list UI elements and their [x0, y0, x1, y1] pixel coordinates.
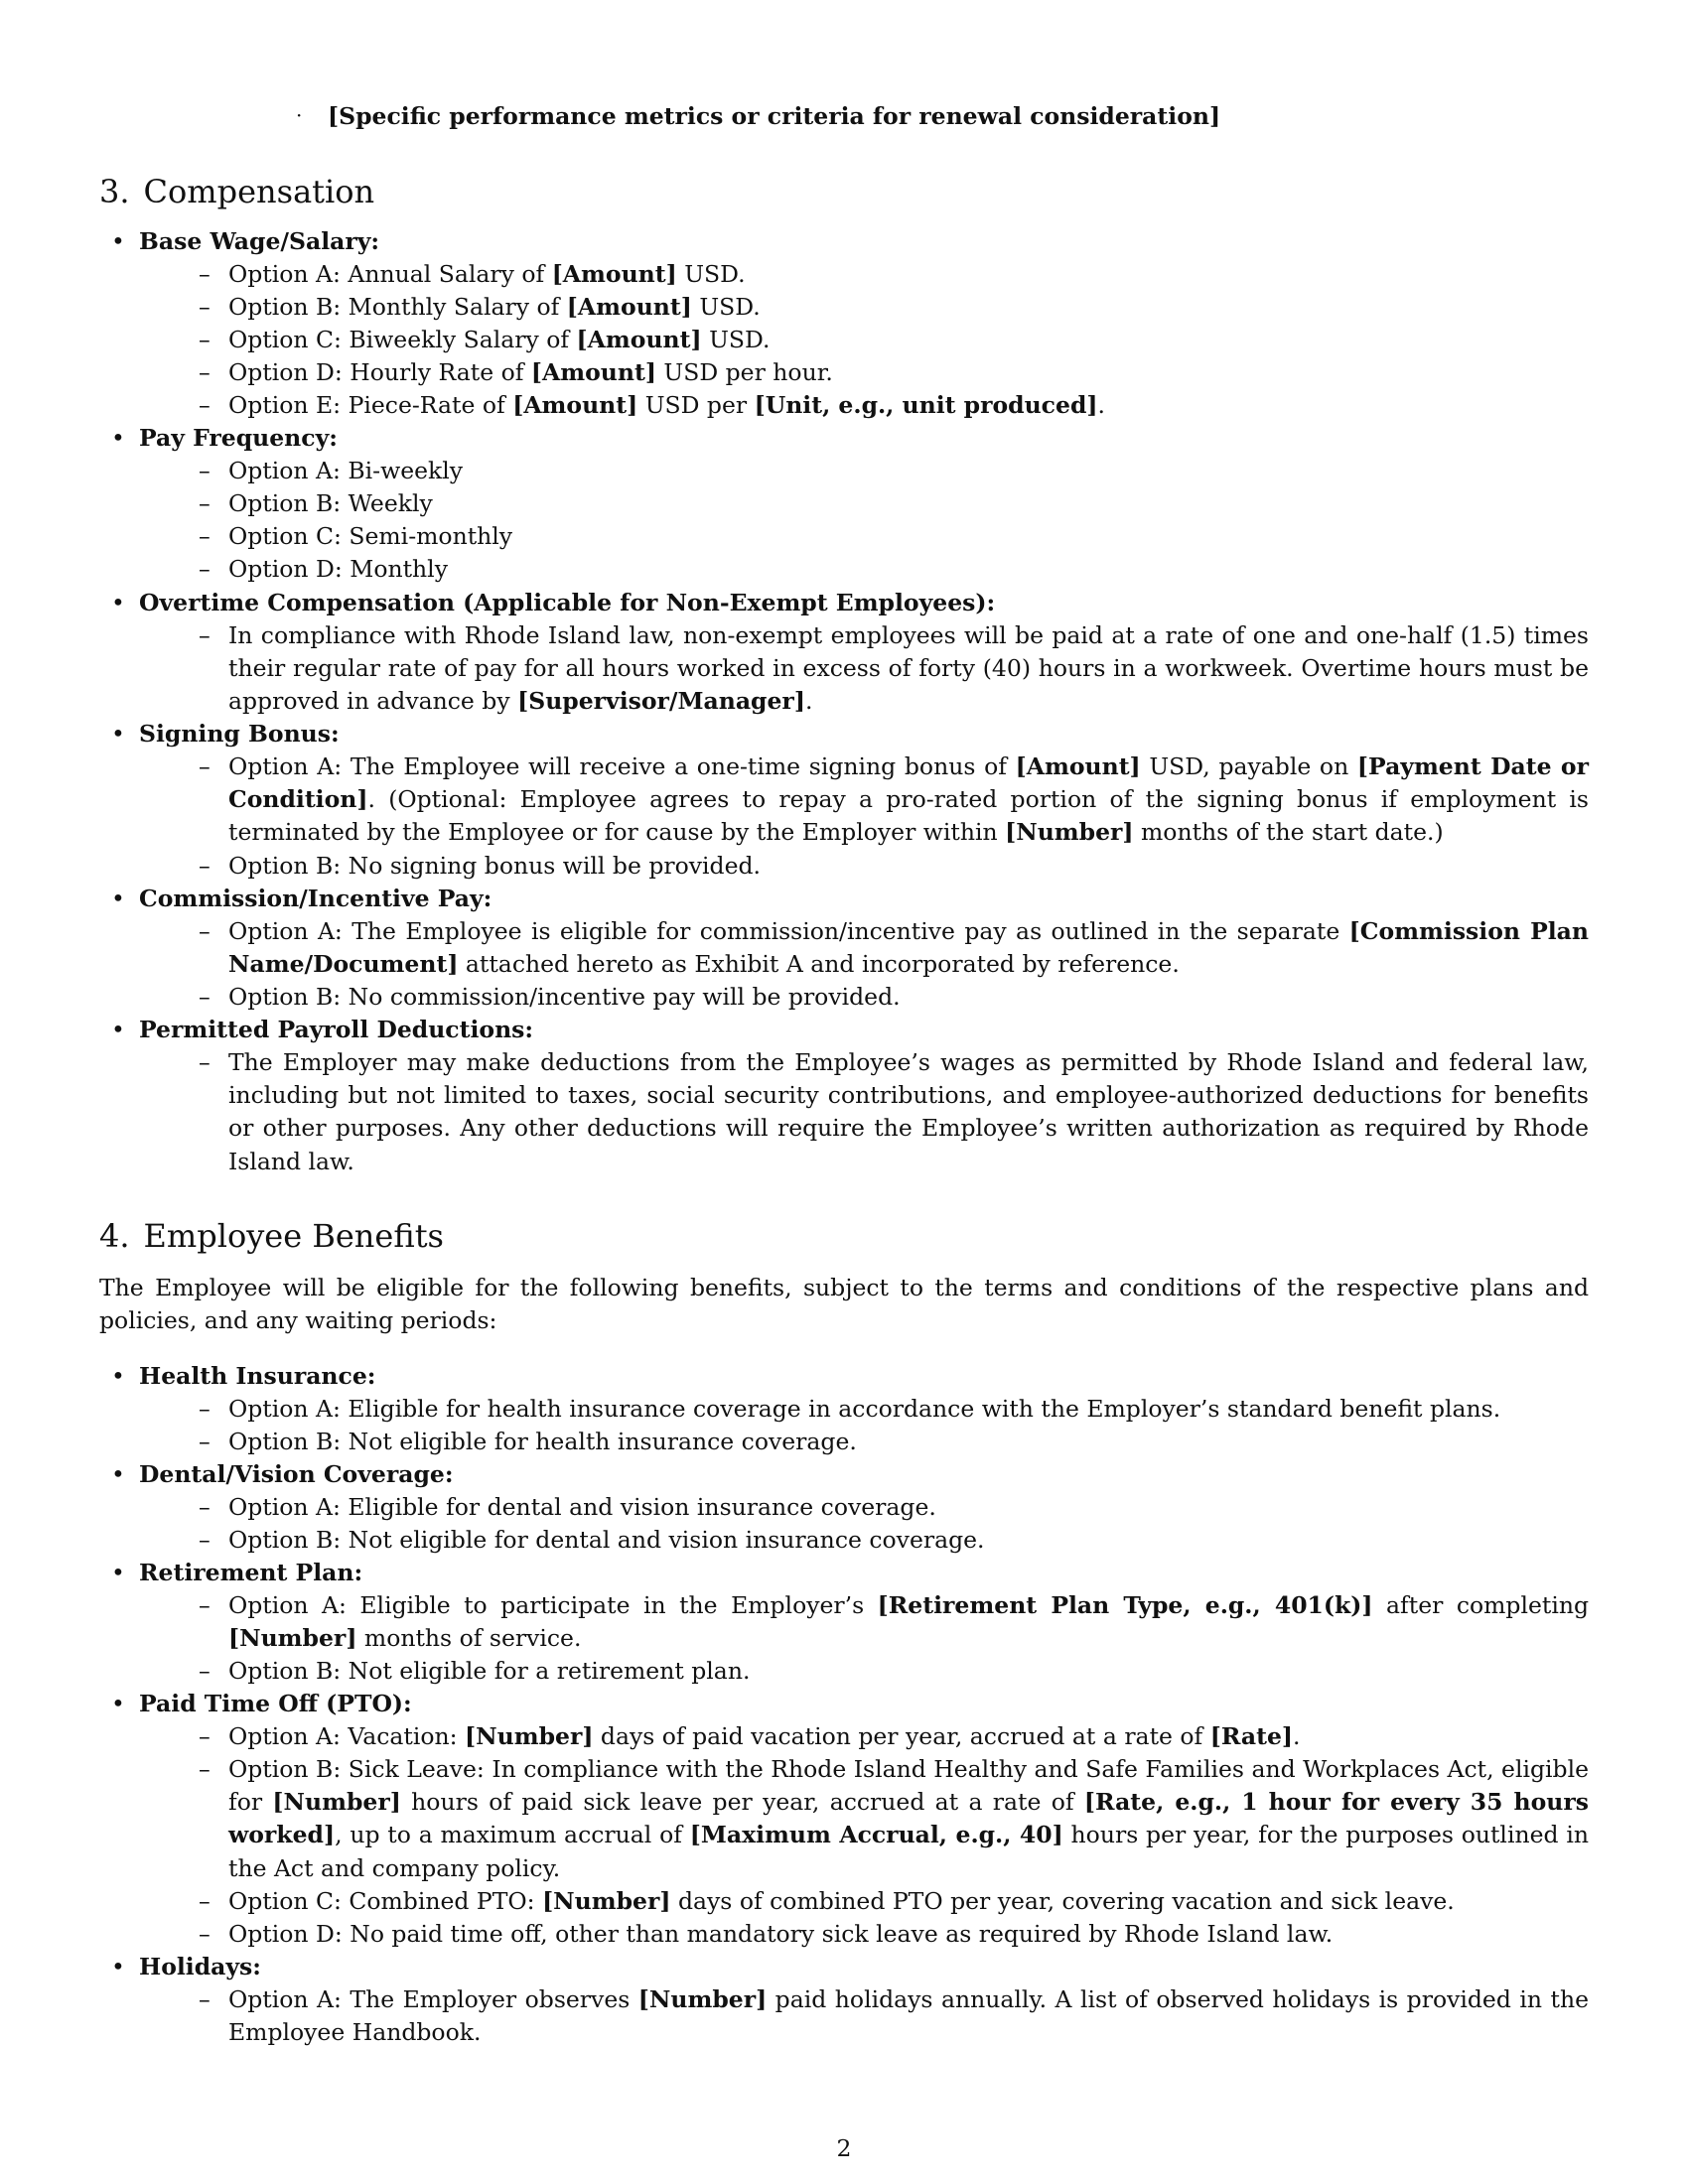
holidays-label: • Holidays:: [139, 1951, 261, 1983]
section-title: Employee Benefits: [143, 1217, 444, 1255]
list-item: – Option C: Biweekly Salary of [Amount] USD.: [228, 324, 1589, 356]
section-4-heading: [99, 1217, 444, 1255]
deductions-label: • Permitted Payroll Deductions:: [139, 1014, 533, 1046]
list-item: – Option A: Eligible to participate in the Employer’s [Retirement Plan Type, e.g., 401(k)] after completing [Number] months of service.: [228, 1589, 1589, 1655]
list-item: – Option A: Eligible for health insurance coverage in accordance with the Employer’s standard benefit plans.: [228, 1393, 1589, 1426]
pto-label: • Paid Time Off (PTO):: [139, 1688, 412, 1720]
list-item: – Option A: Bi-weekly: [228, 455, 1589, 487]
list-item: – Option E: Piece-Rate of [Amount] USD per [Unit, e.g., unit produced].: [228, 389, 1589, 422]
list-marker: ·: [296, 103, 303, 127]
list-item: – Option B: Not eligible for dental and vision insurance coverage.: [228, 1524, 1589, 1557]
section-3-heading: [99, 173, 374, 210]
list-item: – Option A: The Employer observes [Number] paid holidays annually. A list of observed holidays is provided in the Employee Handbook.: [228, 1983, 1589, 2049]
retirement-label: • Retirement Plan:: [139, 1557, 362, 1589]
list-item: – Option D: No paid time off, other than mandatory sick leave as required by Rhode Island law.: [228, 1918, 1589, 1951]
list-item: – Option D: Monthly: [228, 553, 1589, 586]
list-item: – Option A: Eligible for dental and vision insurance coverage.: [228, 1491, 1589, 1524]
list-item: – Option A: The Employee is eligible for commission/incentive pay as outlined in the separate [Commission Plan Name/Document] attached hereto as Exhibit A and incorporated by reference.: [228, 915, 1589, 981]
page-number: 2: [836, 2134, 852, 2162]
list-item: – Option B: Monthly Salary of [Amount] USD.: [228, 291, 1589, 324]
list-item: – Option A: The Employee will receive a one-time signing bonus of [Amount] USD, payable on [Payment Date or Condition]. (Optional: Employee agrees to repay a pro-rated portion of the signing bonus if employment is terminated by the Employee or for cause by the Employer within [Number] months of the start date.): [228, 751, 1589, 850]
health-insurance-label: • Health Insurance:: [139, 1360, 375, 1393]
list-item: – Option B: Weekly: [228, 487, 1589, 520]
list-item: – The Employer may make deductions from the Employee’s wages as permitted by Rhode Island and federal law, including but not limited to taxes, social security contributions, and employee-authorized deductions for benefits or other purposes. Any other deductions will require the Employee’s written authorization as required by Rhode Island law.: [228, 1046, 1589, 1178]
overtime-label: • Overtime Compensation (Applicable for Non-Exempt Employees):: [139, 587, 995, 619]
section-title: Compensation: [143, 173, 375, 210]
list-item: – Option A: Annual Salary of [Amount] USD.: [228, 258, 1589, 291]
section-number: 4.: [99, 1217, 130, 1255]
list-item: – In compliance with Rhode Island law, non-exempt employees will be paid at a rate of one and one-half (1.5) times their regular rate of pay for all hours worked in excess of forty (40) hours in a workweek. Overtime hours must be approved in advance by [Supervisor/Manager].: [228, 619, 1589, 719]
list-item: – Option B: No commission/incentive pay will be provided.: [228, 981, 1589, 1014]
renewal-criteria-item: [Specific performance metrics or criteria for renewal consideration]: [328, 102, 1221, 130]
dental-vision-label: • Dental/Vision Coverage:: [139, 1458, 454, 1491]
commission-label: • Commission/Incentive Pay:: [139, 883, 492, 915]
benefits-intro: The Employee will be eligible for the following benefits, subject to the terms and conditions of the respective plans and policies, and any waiting periods:: [99, 1274, 1589, 1335]
base-wage-label: • Base Wage/Salary:: [139, 225, 379, 258]
list-item: – Option D: Hourly Rate of [Amount] USD per hour.: [228, 356, 1589, 389]
list-item: – Option B: Sick Leave: In compliance with the Rhode Island Healthy and Safe Families and Workplaces Act, eligible for [Number] hours of paid sick leave per year, accrued at a rate of [Rate, e.g., 1 hour for every 35 hours worked], up to a maximum accrual of [Maximum Accrual, e.g., 40] hours per year, for the purposes outlined in the Act and company policy.: [228, 1753, 1589, 1885]
list-item: – Option A: Vacation: [Number] days of paid vacation per year, accrued at a rate of [Rate].: [228, 1720, 1589, 1753]
list-item: – Option B: Not eligible for a retirement plan.: [228, 1655, 1589, 1688]
list-item: – Option C: Semi-monthly: [228, 520, 1589, 553]
list-item: – Option B: Not eligible for health insurance coverage.: [228, 1426, 1589, 1458]
section-number: 3.: [99, 173, 130, 210]
list-item: – Option B: No signing bonus will be provided.: [228, 850, 1589, 883]
signing-bonus-label: • Signing Bonus:: [139, 718, 340, 751]
list-item: – Option C: Combined PTO: [Number] days of combined PTO per year, covering vacation and sick leave.: [228, 1885, 1589, 1918]
pay-frequency-label: • Pay Frequency:: [139, 422, 338, 455]
